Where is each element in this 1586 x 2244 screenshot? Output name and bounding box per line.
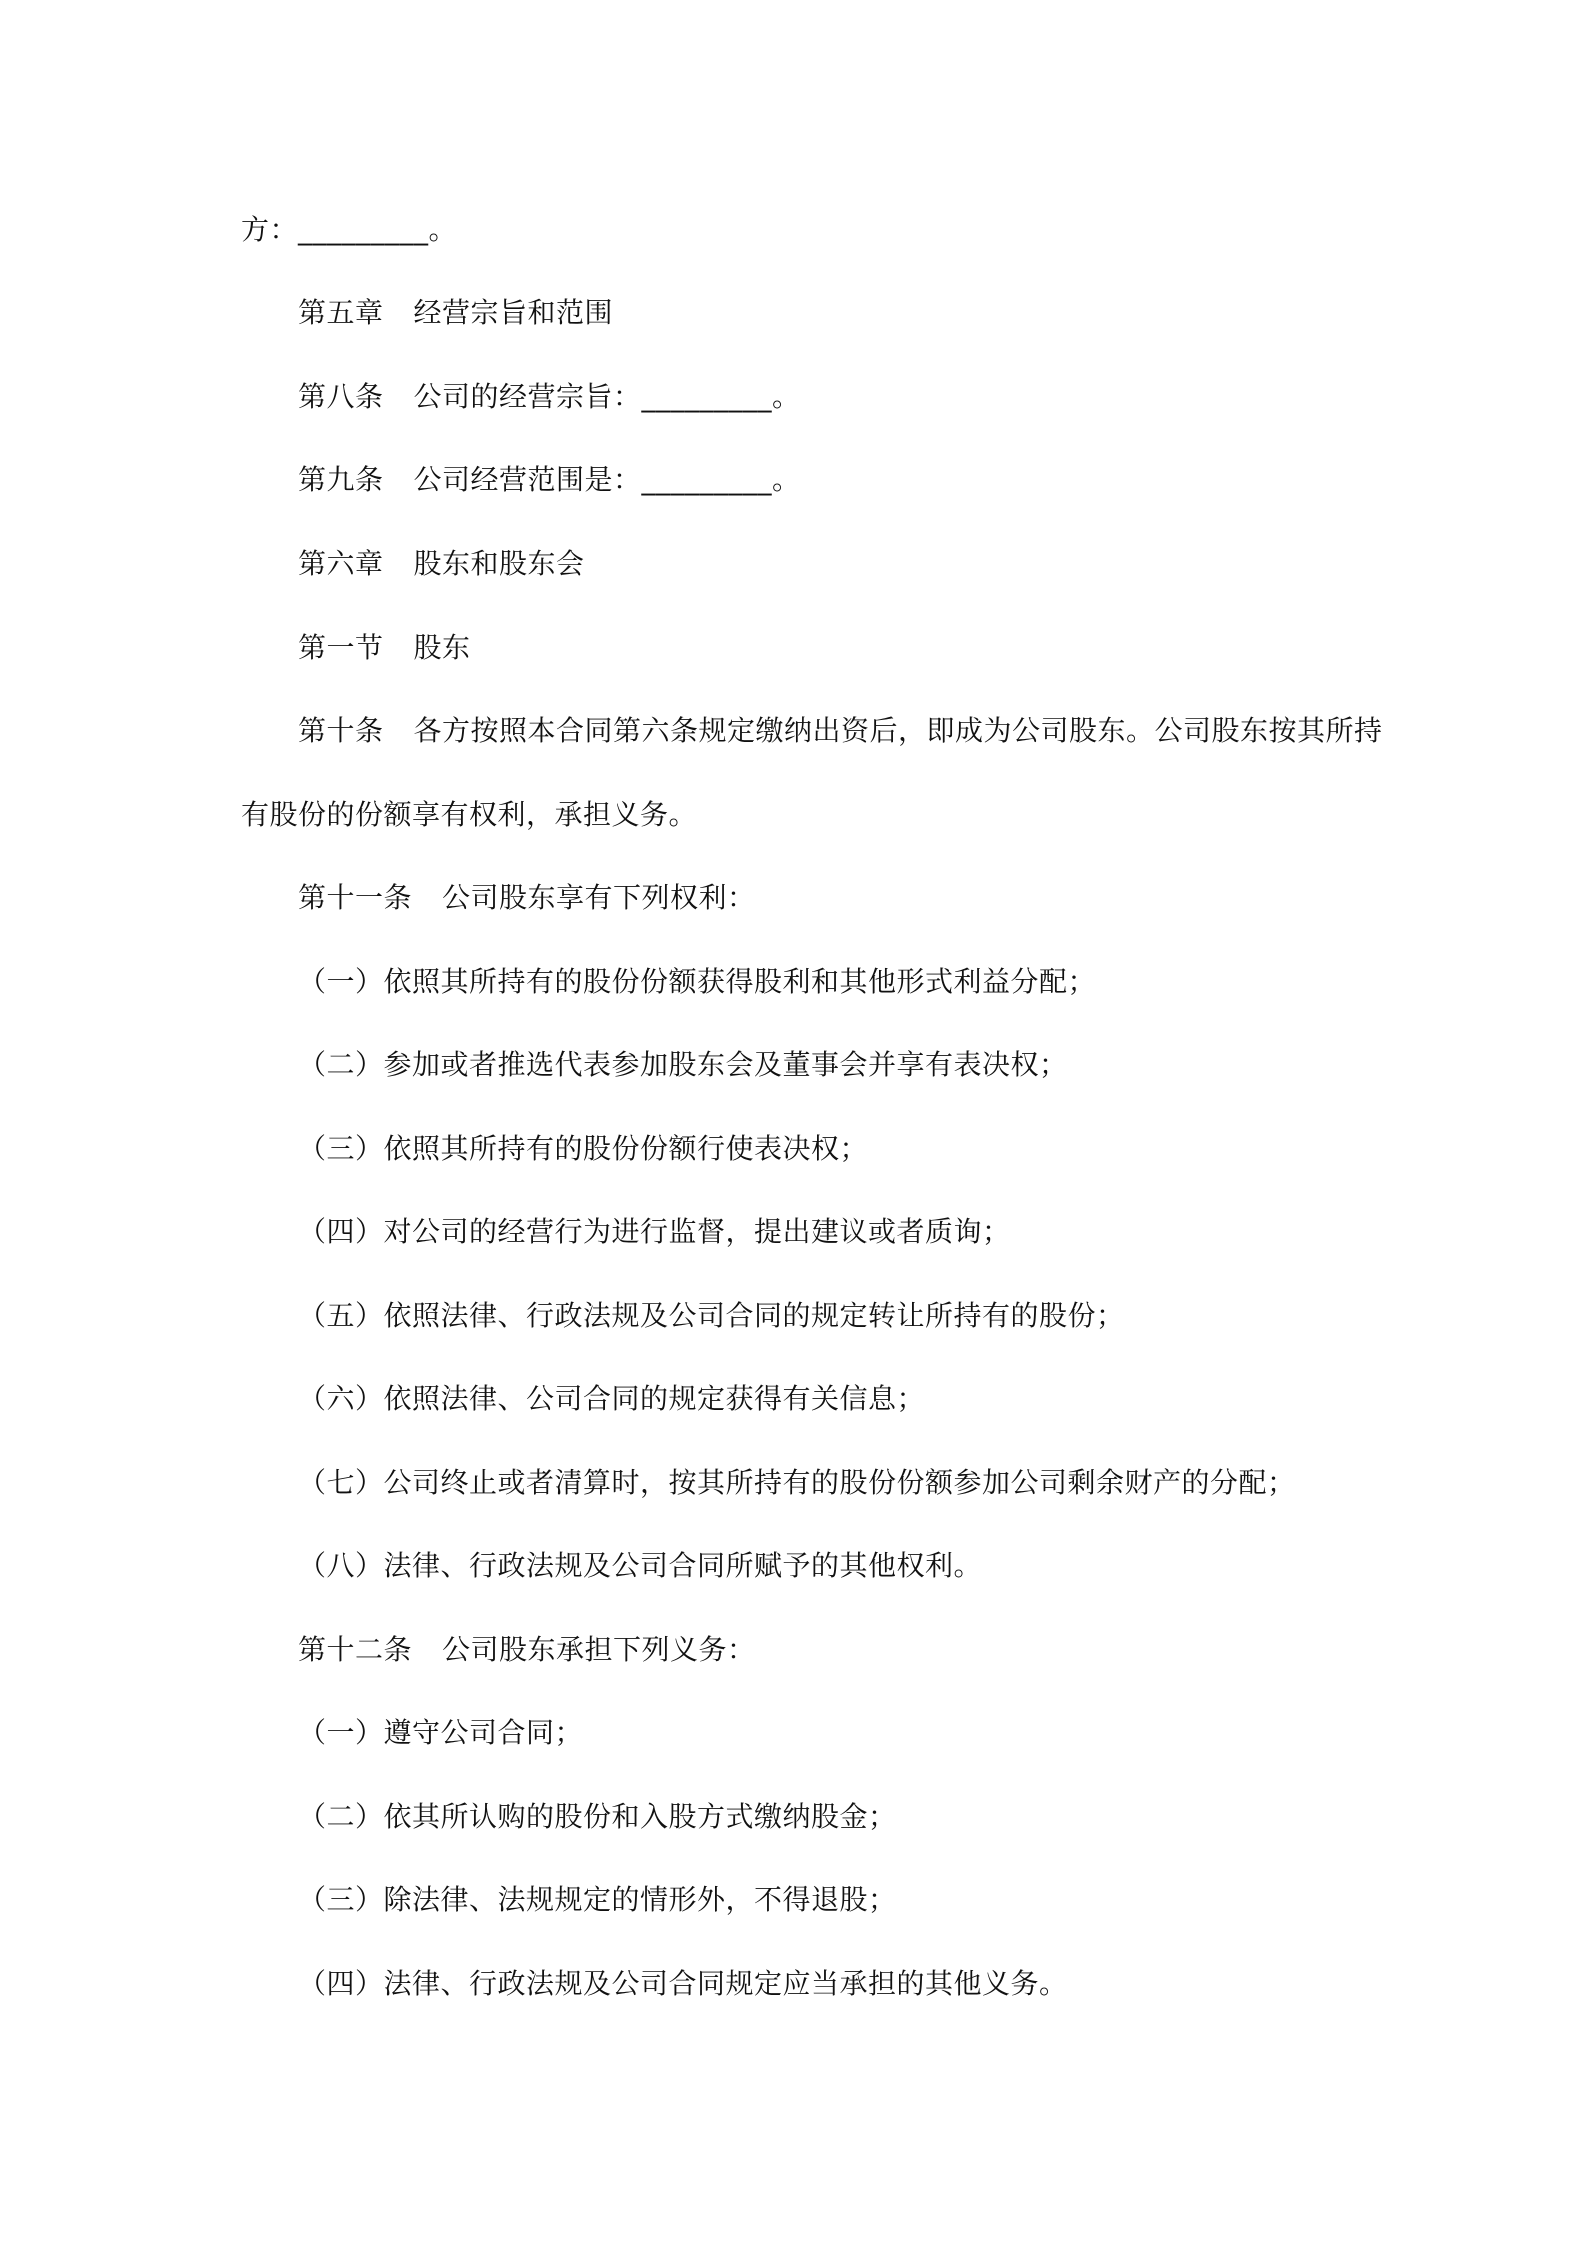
list-item [298, 1463, 1296, 1503]
list-item-text: （三）依照其所持有的股份份额行使表决权； [298, 1132, 869, 1165]
chapter-label: 第六章 [298, 547, 384, 580]
list-item-text: （二）参加或者推选代表参加股东会及董事会并享有表决权； [298, 1048, 1068, 1081]
section-heading [298, 628, 471, 668]
list-item [298, 1546, 982, 1586]
chapter-heading [298, 293, 613, 333]
chapter-heading [298, 544, 585, 584]
article-text: 公司股东享有下列权利： [442, 881, 756, 914]
article-8 [298, 377, 801, 417]
list-item-text: （一）依照其所持有的股份份额获得股利和其他形式利益分配； [298, 965, 1097, 998]
article-label: 第十一条 [298, 881, 413, 914]
list-item [298, 1964, 1068, 2004]
list-item-text: （七）公司终止或者清算时，按其所持有的股份份额参加公司剩余财产的分配； [298, 1466, 1296, 1499]
list-item [298, 1212, 1011, 1252]
line-text: 方：_________。 [241, 213, 458, 246]
continuation-line [241, 210, 457, 250]
section-title: 股东 [413, 631, 471, 664]
list-item-text: （四）法律、行政法规及公司合同规定应当承担的其他义务。 [298, 1967, 1068, 2000]
list-item-text: （一）遵守公司合同； [298, 1716, 584, 1749]
chapter-title: 经营宗旨和范围 [413, 296, 614, 329]
article-label: 第九条 [298, 463, 384, 496]
article-10 [298, 711, 1383, 751]
article-text: 公司股东承担下列义务： [442, 1633, 756, 1666]
list-item [298, 1045, 1068, 1085]
article-text: 各方按照本合同第六条规定缴纳出资后，即成为公司股东。公司股东按其所持 [413, 714, 1383, 747]
list-item [298, 1713, 583, 1753]
list-item-text: （四）对公司的经营行为进行监督，提出建议或者质询； [298, 1215, 1011, 1248]
list-item-text: （二）依其所认购的股份和入股方式缴纳股金； [298, 1800, 897, 1833]
article-label: 第八条 [298, 380, 384, 413]
list-item [298, 962, 1096, 1002]
article-label: 第十条 [298, 714, 384, 747]
article-11 [298, 878, 756, 918]
line-text: 有股份的份额享有权利，承担义务。 [241, 798, 698, 831]
list-item-text: （八）法律、行政法规及公司合同所赋予的其他权利。 [298, 1549, 983, 1582]
article-12 [298, 1630, 756, 1670]
list-item [298, 1379, 925, 1419]
list-item [298, 1129, 868, 1169]
article-label: 第十二条 [298, 1633, 413, 1666]
article-10-continuation [241, 795, 697, 835]
list-item-text: （三）除法律、法规规定的情形外，不得退股； [298, 1883, 897, 1916]
chapter-label: 第五章 [298, 296, 384, 329]
list-item [298, 1880, 897, 1920]
section-label: 第一节 [298, 631, 384, 664]
article-text: 公司经营范围是：_________。 [413, 463, 801, 496]
list-item-text: （六）依照法律、公司合同的规定获得有关信息； [298, 1382, 926, 1415]
list-item [298, 1296, 1125, 1336]
list-item [298, 1797, 897, 1837]
article-9 [298, 460, 801, 500]
chapter-title: 股东和股东会 [413, 547, 585, 580]
article-text: 公司的经营宗旨：_________。 [413, 380, 801, 413]
list-item-text: （五）依照法律、行政法规及公司合同的规定转让所持有的股份； [298, 1299, 1125, 1332]
